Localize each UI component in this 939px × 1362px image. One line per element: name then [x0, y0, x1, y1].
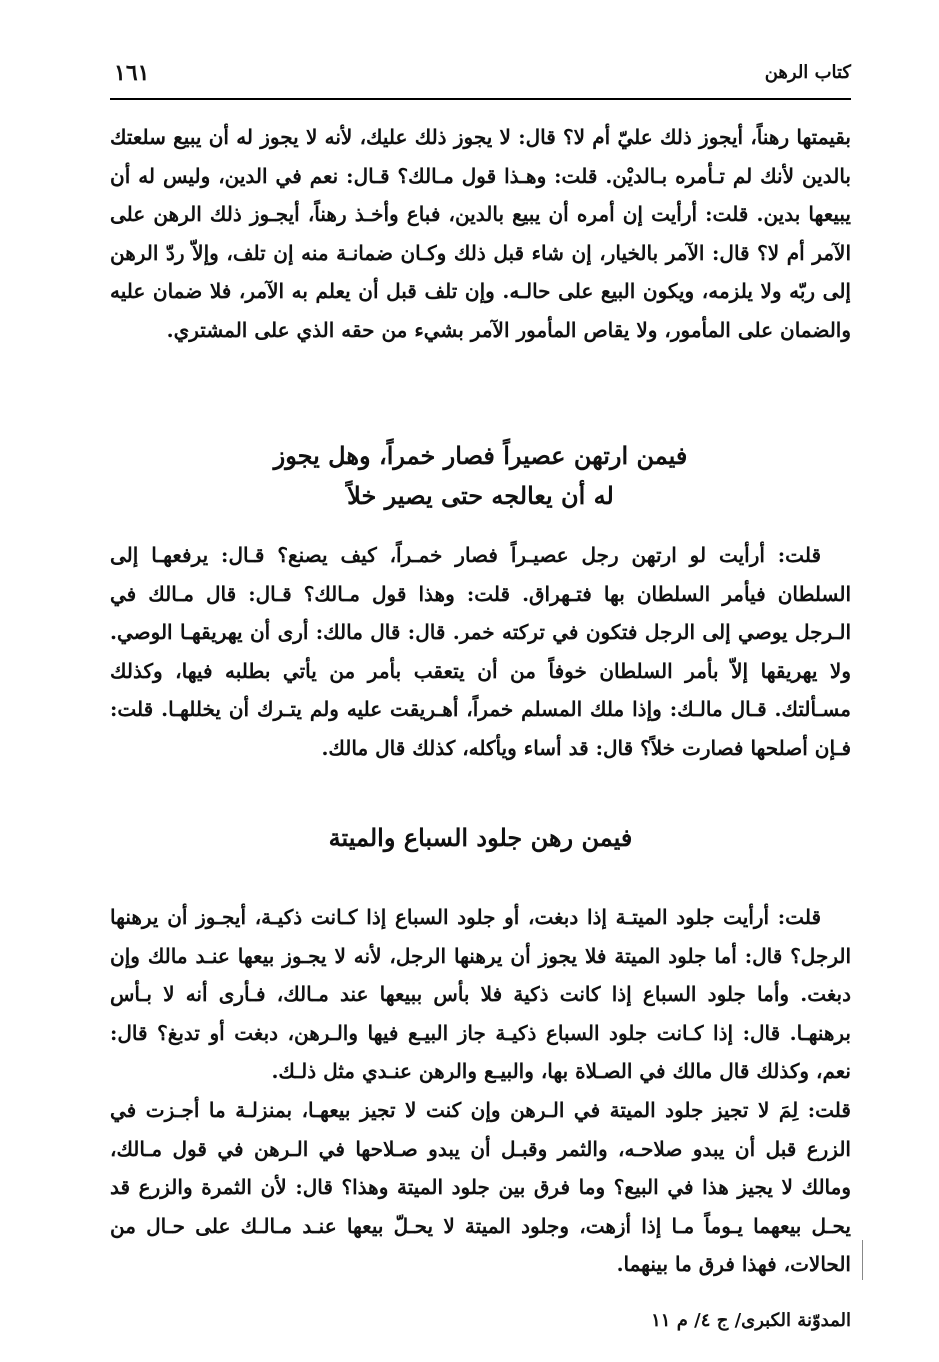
heading-line-1: فيمن رهن جلود السباع والميتة: [328, 823, 633, 852]
paragraph-text-2: قلت: لِمَ لا تجيز جلود الميتة في الـرهن وإن كنت لا تجيز بيعهـا، بمنزلـة ما أجـزت في الزرع قبل أن يبدو صلاحـه، والثمر وقبـل أن يبدو صـلاحها في الـرهن في قول مـالك، ومالك لا يجيز هذا في البيع؟ وما فرق بين جلود الميتة وهذا؟ قال: لأن الثمرة والزرع قد يحـل بيعهما يـوماً مـا إذا أزهت، وجلود الميتة لا يحـلّ بيعها عنـد مـالـك على حـال من الحالات، فهذا فرق ما بينهما.: [110, 1097, 851, 1277]
paragraph-hides-pledge: [110, 898, 851, 1284]
paragraph-text: بقيمتها رهناً، أيجوز ذلك عليّ أم لا؟ قال: لا يجوز ذلك عليك، لأنه لا يجوز له أن يبيع سلعتك بالدين لأنك لم تـأمره بـالديْن. قلت: وهـذا قول مـالك؟ قـال: نعم في الدين، وليس له أن يبيعها بدين. قلت: أرأيت إن أمره أن يبيع بالدين، فباع وأخـذ رهناً، أيجـوز ذلك الرهن على الآمر أم لا؟ قال: الآمر بالخيار، إن شاء قبل ذلك وكـان ضمانـة منه إن تلف، وإلاّ ردّ الرهن إلى ربّه ولا يلزمه، ويكون البيع على حالـه. وإن تلف قبل أن يعلم به الآمر، فلا ضمان عليه والضمان على المأمور، ولا يقاص المأمور الآمر بشيء من حقه الذي على المشتري.: [110, 125, 851, 342]
heading-line-2: له أن يعالجه حتى يصير خلاً: [347, 481, 614, 510]
paragraph-wine-pledge: [110, 536, 851, 768]
paragraph-continuation: [110, 118, 851, 350]
page-number: ١٦١: [114, 60, 150, 86]
page-footer: المدوّنة الكبرى/ ج ٤/ م ١١: [651, 1310, 851, 1331]
heading-line-1: فيمن ارتهن عصيراً فصار خمراً، وهل يجوز: [273, 441, 688, 470]
page-header: [110, 58, 851, 100]
running-title: كتاب الرهن: [764, 62, 851, 83]
paragraph-text: قلت: أرأيت لو ارتهن رجل عصيـراً فصار خمـراً، كيف يصنع؟ قـال: يرفعهـا إلى السلطان فيأمر السلطان بها فتـهراق. قلت: وهذا قول مـالك؟ قـال: قال مـالك في الـرجل يوصي إلى الرجل فتكون في تركته خمر. قال: قال مالك: أرى أن يهريقهـا الوصي. ولا يهريقها إلاّ بأمر السلطان خوفاً من أن يتعقب بأمر من يأتي بطلبه فيها، وكذلك مسـألتك. قـال مالـك: وإذا ملك المسلم خمراً، أهـريقت عليه ولم يتـرك أن يخللهـا. قلت: فـإن أصلحها فصارت خلاً؟ قال: قد أساء ويأكله، كذلك قال مالك.: [110, 543, 851, 760]
section-heading-wine-pledge: [110, 436, 851, 516]
section-heading-hides-pledge: [110, 818, 851, 858]
margin-mark: [862, 1240, 863, 1280]
paragraph-text: قلت: أرأيت جلود الميتـة إذا دبغت، أو جلود السباع إذا كـانت ذكيـة، أيجـوز أن يرهنها الرجل؟ قال: أما جلود الميتة فلا يجوز أن يرهنها الرجل، لأنه لا يجـوز بيعها عنـد مالك وإن دبغت. وأما جلود السباع إذا كانت ذكية فلا بأس ببيعها عند مـالك، فـأرى أنه لا بـأس برهنهـا. قال: إذا كـانت جلود السباع ذكيـة جاز البيـع فيها والـرهن، دبغت أو تدبغ؟ قال: نعم، وكذلك قال مالك في الصـلاة بها، والبيـع والرهن عنـدي مثل ذلـك.: [110, 905, 851, 1084]
